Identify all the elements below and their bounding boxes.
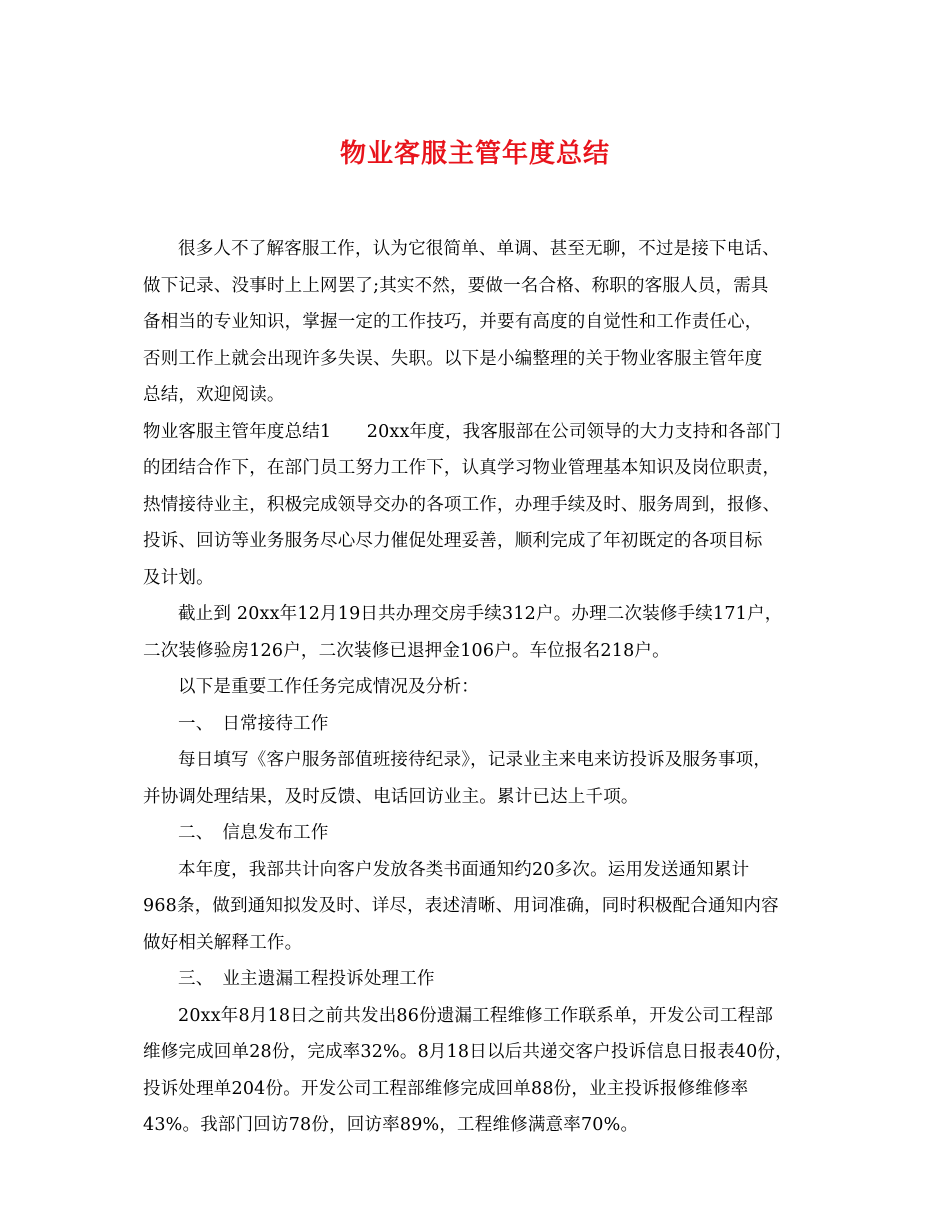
paragraph-line: 投诉、回访等业务服务尽心尽力催促处理妥善，顺利完成了年初既定的各项目标 <box>143 531 763 551</box>
section-heading: 一、 日常接待工作 <box>178 714 329 734</box>
paragraph-line: 投诉处理单204份。开发公司工程部维修完成回单88份，业主投诉报修维修率 <box>143 1079 749 1099</box>
paragraph-line: 及计划。 <box>143 568 214 588</box>
paragraph-line: 总结，欢迎阅读。 <box>143 385 285 405</box>
paragraph-line: 否则工作上就会出现许多失误、失职。以下是小编整理的关于物业客服主管年度 <box>143 349 763 369</box>
paragraph-line: 每日填写《客户服务部值班接待纪录》，记录业主来电来访投诉及服务事项， <box>178 750 772 770</box>
paragraph-line: 很多人不了解客服工作，认为它很简单、单调、甚至无聊，不过是接下电话、 <box>178 239 780 259</box>
paragraph-line: 20xx年8月18日之前共发出86份遗漏工程维修工作联系单，开发公司工程部 <box>178 1006 774 1026</box>
paragraph-line: 备相当的专业知识，掌握一定的工作技巧，并要有高度的自觉性和工作责任心， <box>143 312 763 332</box>
paragraph-line: 43%。我部门回访78份，回访率89%，工程维修满意率70%。 <box>143 1115 639 1135</box>
section-heading: 二、 信息发布工作 <box>178 823 329 843</box>
paragraph-line: 本年度，我部共计向客户发放各类书面通知约20多次。运用发送通知累计 <box>178 860 750 880</box>
document-title: 物业客服主管年度总结 <box>339 139 610 169</box>
paragraph-line: 并协调处理结果，及时反馈、电话回访业主。累计已达上千项。 <box>143 787 639 807</box>
paragraph-line: 物业客服主管年度总结1 20xx年度，我客服部在公司领导的大力支持和各部门 <box>143 422 782 442</box>
paragraph-line: 做下记录、没事时上上网罢了;其实不然，要做一名合格、称职的客服人员，需具 <box>143 276 769 296</box>
paragraph-line: 做好相关解释工作。 <box>143 933 303 953</box>
section-heading: 三、 业主遗漏工程投诉处理工作 <box>178 969 435 989</box>
paragraph-line: 的团结合作下，在部门员工努力工作下，认真学习物业管理基本知识及岗位职责， <box>143 458 781 478</box>
paragraph-line: 二次装修验房126户，二次装修已退押金106户。车位报名218户。 <box>143 641 670 661</box>
paragraph-line: 截止到 20xx年12月19日共办理交房手续312户。办理二次装修手续171户， <box>178 604 783 624</box>
paragraph-line: 维修完成回单28份，完成率32%。8月18日以后共递交客户投诉信息日报表40份， <box>143 1042 793 1062</box>
paragraph-line: 968条，做到通知拟发及时、详尽，表述清晰、用词准确，同时积极配合通知内容 <box>143 896 779 916</box>
paragraph-line: 热情接待业主，积极完成领导交办的各项工作，办理手续及时、服务周到，报修、 <box>143 495 781 515</box>
paragraph-line: 以下是重要工作任务完成情况及分析： <box>178 677 479 697</box>
